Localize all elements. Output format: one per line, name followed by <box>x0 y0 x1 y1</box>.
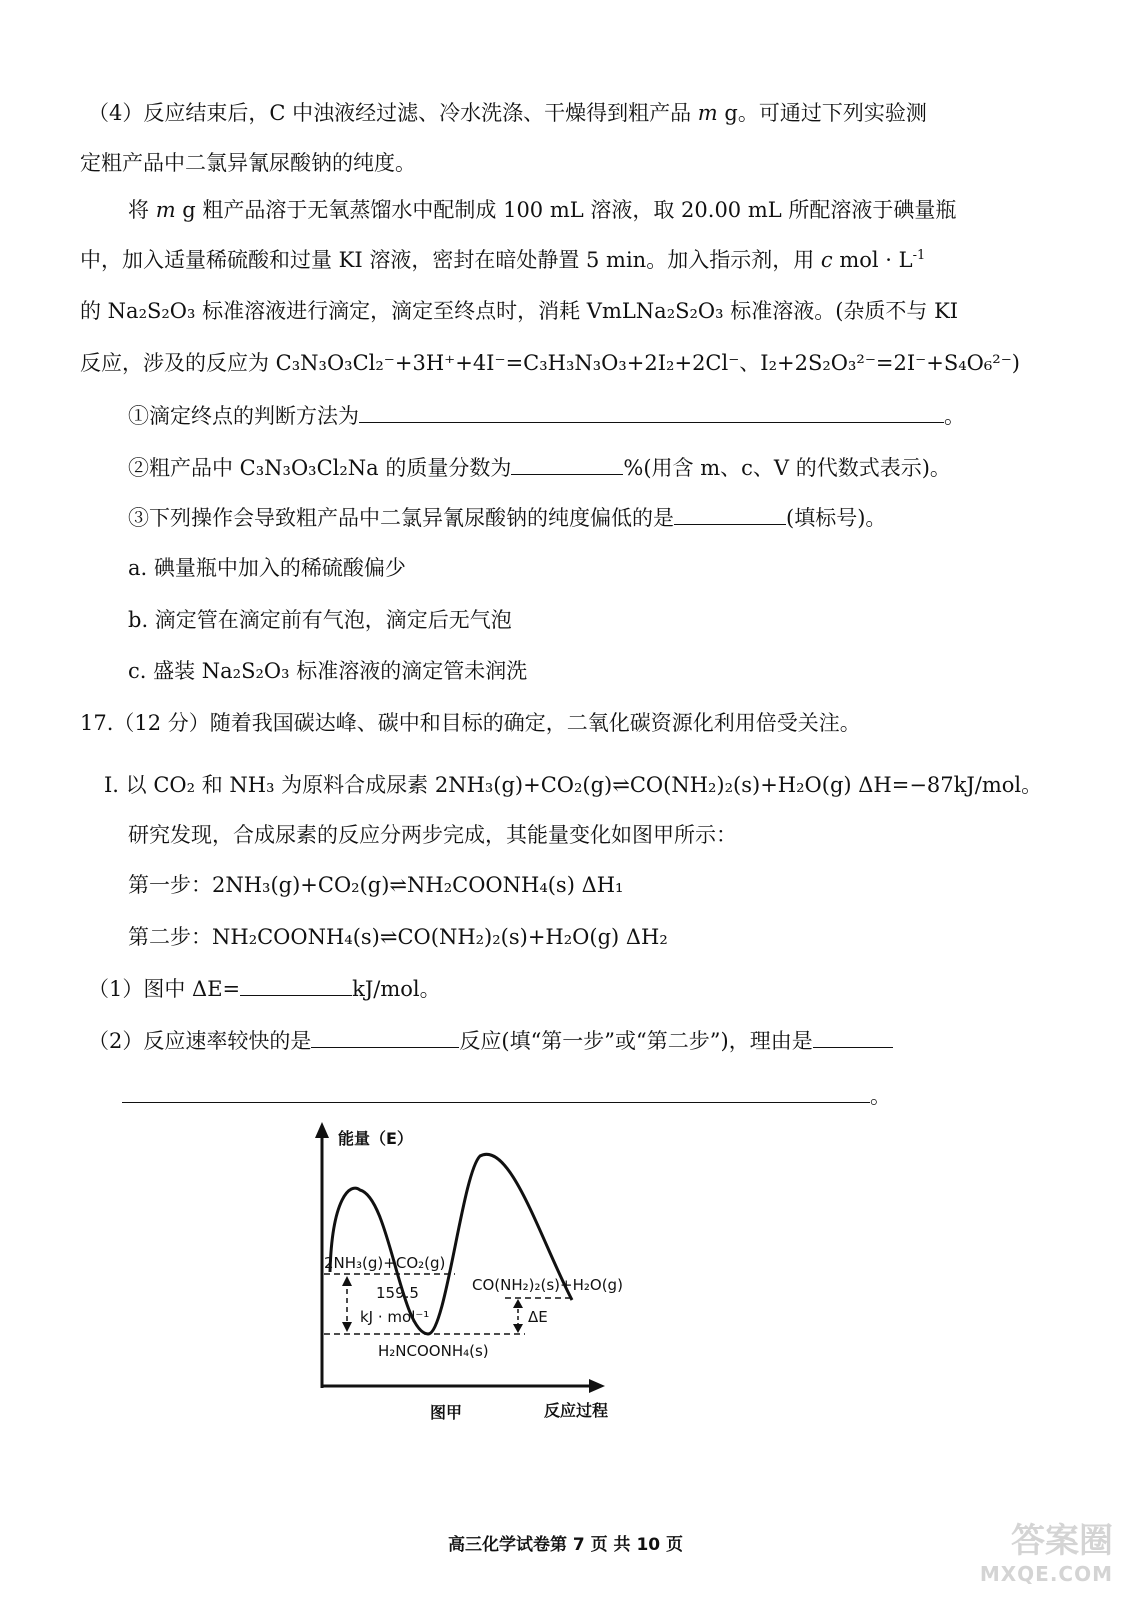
watermark-top: 答案圈 <box>1011 1521 1113 1561</box>
part4-line4 <box>80 245 925 275</box>
answer-blank[interactable] <box>813 1025 893 1048</box>
part4-line4-text-b: mol · L <box>832 248 913 272</box>
part4-line1-text-b: g。可通过下列实验测 <box>717 101 927 125</box>
var-m: m <box>155 198 176 222</box>
sub1-end: kJ/mol。 <box>352 977 441 1001</box>
part4-line6: 反应，涉及的反应为 C₃N₃O₃Cl₂⁻+3H⁺+4I⁻=C₃H₃N₃O₃+2I₂+2Cl⁻、I₂+2S₂O₃²⁻=2I⁻+S₄O₆²⁻) <box>80 351 1020 375</box>
figure-caption: 图甲 <box>430 1403 463 1422</box>
q17-sub1 <box>88 973 441 1004</box>
part4-line3 <box>128 195 956 225</box>
x-axis-label: 反应过程 <box>544 1401 609 1420</box>
question-1-end: 。 <box>944 404 965 428</box>
energy-diagram <box>300 1118 640 1438</box>
question-1-label: ①滴定终点的判断方法为 <box>128 404 359 428</box>
question-2-end: %(用含 m、c、V 的代数式表示)。 <box>623 456 951 480</box>
q17-intro: I. 以 CO₂ 和 NH₃ 为原料合成尿素 2NH₃(g)+CO₂(g)⇌CO(NH₂)₂(s)+H₂O(g) ΔH=−87kJ/mol。 <box>104 773 1043 797</box>
part4-line3-text-b: g 粗产品溶于无氧蒸馏水中配制成 100 mL 溶液，取 20.00 mL 所配溶液于碘量瓶 <box>175 198 957 222</box>
delta-e-arrow-down <box>513 1324 523 1333</box>
part4-line1-text-a: （4）反应结束后，C 中浊液经过滤、冷水洗涤、干燥得到粗产品 <box>88 101 698 125</box>
part4-line3-text-a: 将 <box>128 198 156 222</box>
sub2-mid: 反应(填“第一步”或“第二步”)，理由是 <box>459 1029 813 1053</box>
watermark <box>980 1513 1113 1586</box>
sub1-label: （1）图中 ΔE= <box>88 977 241 1001</box>
superscript: -1 <box>912 248 926 263</box>
q17-step2: 第二步：NH₂COONH₄(s)⇌CO(NH₂)₂(s)+H₂O(g) ΔH₂ <box>128 925 668 949</box>
x-axis-arrow <box>589 1379 605 1393</box>
watermark-bottom: MXQE.COM <box>979 1562 1113 1586</box>
gap-arrow-up <box>342 1276 352 1286</box>
question-2-label: ②粗产品中 C₃N₃O₃Cl₂Na 的质量分数为 <box>128 456 512 480</box>
gap-value-label: 159.5 <box>376 1284 419 1302</box>
q17-study: 研究发现，合成尿素的反应分两步完成，其能量变化如图甲所示： <box>128 823 737 847</box>
intermediate-label: H₂NCOONH₄(s) <box>378 1342 489 1360</box>
q17-sub2 <box>88 1025 893 1056</box>
question-1 <box>128 400 965 431</box>
question-3 <box>128 502 886 533</box>
part4-line1 <box>88 98 927 128</box>
sub2-end: 。 <box>870 1084 891 1108</box>
part4-line2: 定粗产品中二氯异氰尿酸钠的纯度。 <box>80 151 416 175</box>
answer-blank[interactable] <box>311 1025 459 1048</box>
q17-sub2-line2 <box>122 1080 891 1111</box>
q17-step1: 第一步：2NH₃(g)+CO₂(g)⇌NH₂COONH₄(s) ΔH₁ <box>128 873 624 897</box>
question-3-end: (填标号)。 <box>786 506 887 530</box>
answer-blank[interactable] <box>674 502 786 525</box>
products-label: CO(NH₂)₂(s)+H₂O(g) <box>472 1276 623 1294</box>
sub2-label: （2）反应速率较快的是 <box>88 1029 312 1053</box>
option-c: c. 盛装 Na₂S₂O₃ 标准溶液的滴定管未润洗 <box>128 659 528 683</box>
answer-blank[interactable] <box>240 973 352 996</box>
question-2 <box>128 452 951 483</box>
var-m: m <box>697 101 718 125</box>
delta-e-arrow-up <box>513 1299 523 1308</box>
y-axis-label: 能量（E） <box>338 1129 413 1148</box>
option-a: a. 碘量瓶中加入的稀硫酸偏少 <box>128 556 406 580</box>
answer-blank[interactable] <box>359 400 944 423</box>
delta-e-label: ΔE <box>528 1308 548 1326</box>
answer-blank[interactable] <box>511 452 623 475</box>
gap-arrow-down <box>342 1322 352 1332</box>
var-c: c <box>820 248 833 272</box>
part4-line4-text-a: 中，加入适量稀硫酸和过量 KI 溶液，密封在暗处静置 5 min。加入指示剂，用 <box>80 248 821 272</box>
gap-unit-label: kJ · mol⁻¹ <box>360 1308 430 1326</box>
page-footer: 高三化学试卷第 7 页 共 10 页 <box>447 1535 684 1555</box>
answer-blank[interactable] <box>122 1080 870 1103</box>
option-b: b. 滴定管在滴定前有气泡，滴定后无气泡 <box>128 608 512 632</box>
q17-heading: 17.（12 分）随着我国碳达峰、碳中和目标的确定，二氧化碳资源化利用倍受关注。 <box>80 711 861 735</box>
part4-line5: 的 Na₂S₂O₃ 标准溶液进行滴定，滴定至终点时，消耗 VmLNa₂S₂O₃ 标准溶液。(杂质不与 KI <box>80 299 959 323</box>
y-axis-arrow <box>315 1122 329 1138</box>
reactants-label: 2NH₃(g)+CO₂(g) <box>324 1254 446 1272</box>
question-3-label: ③下列操作会导致粗产品中二氯异氰尿酸钠的纯度偏低的是 <box>128 506 674 530</box>
